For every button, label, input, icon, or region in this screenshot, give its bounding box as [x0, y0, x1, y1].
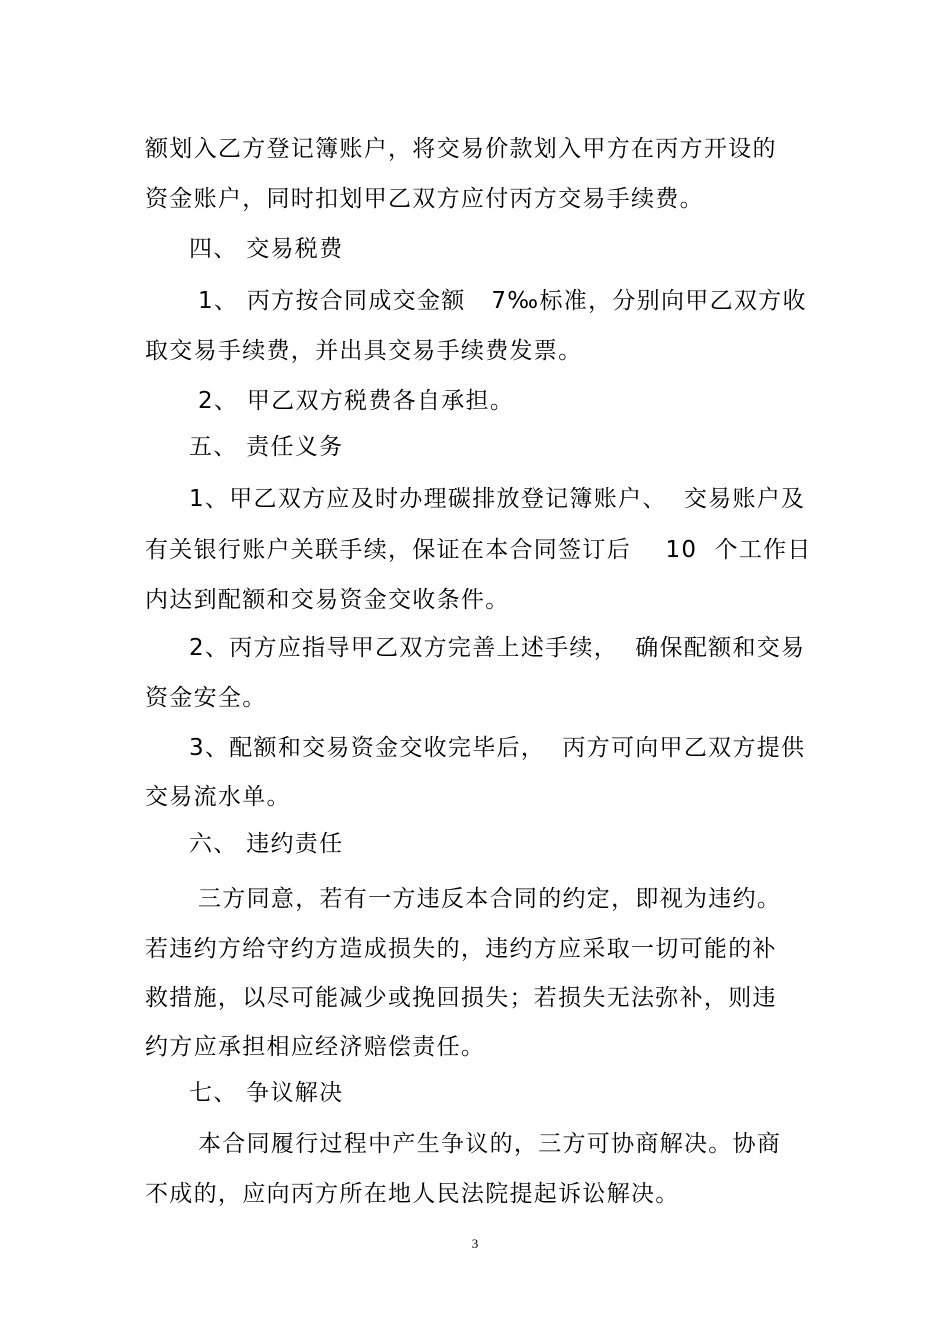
body-text-line: 1、 丙方按合同成交金额 7‰标准，分别向甲乙双方收: [198, 288, 807, 314]
body-text-line: 1、甲乙双方应及时办理碳排放登记簿账户、 交易账户及: [189, 486, 806, 512]
section-heading: 五、 责任义务: [189, 434, 344, 460]
body-text-line: 取交易手续费，并出具交易手续费发票。: [145, 338, 583, 364]
body-text-line: 若违约方给守约方造成损失的，违约方应采取一切可能的补: [145, 936, 777, 962]
body-text-line: 约方应承担相应经济赔偿责任。: [145, 1034, 486, 1060]
body-text-line: 交易流水单。: [145, 784, 291, 810]
body-text-line: 资金账户，同时扣划甲乙双方应付丙方交易手续费。: [145, 186, 704, 212]
body-text-line: 本合同履行过程中产生争议的，三方可协商解决。协商: [198, 1131, 782, 1157]
body-text-line: 不成的，应向丙方所在地人民法院提起诉讼解决。: [145, 1181, 680, 1207]
body-text-line: 2、 甲乙双方税费各自承担。: [198, 388, 515, 414]
body-text-line: 资金安全。: [145, 685, 267, 711]
body-text-line: 2、丙方应指导甲乙双方完善上述手续， 确保配额和交易: [189, 635, 806, 661]
section-heading: 七、 争议解决: [189, 1080, 344, 1106]
body-text-line: 额划入乙方登记簿账户，将交易价款划入甲方在丙方开设的: [145, 136, 777, 162]
body-text-line: 三方同意，若有一方违反本合同的约定，即视为违约。: [198, 886, 782, 912]
body-text-line: 内达到配额和交易资金交收条件。: [145, 587, 510, 613]
page-number: 3: [471, 1236, 479, 1251]
body-text-line: 有关银行账户关联手续，保证在本合同签订后 10 个工作日: [145, 537, 812, 563]
body-text-line: 救措施，以尽可能减少或挽回损失；若损失无法弥补，则违: [145, 985, 777, 1011]
section-heading: 六、 违约责任: [189, 831, 344, 857]
section-heading: 四、 交易税费: [189, 236, 344, 262]
body-text-line: 3、配额和交易资金交收完毕后， 丙方可向甲乙双方提供: [189, 735, 806, 761]
